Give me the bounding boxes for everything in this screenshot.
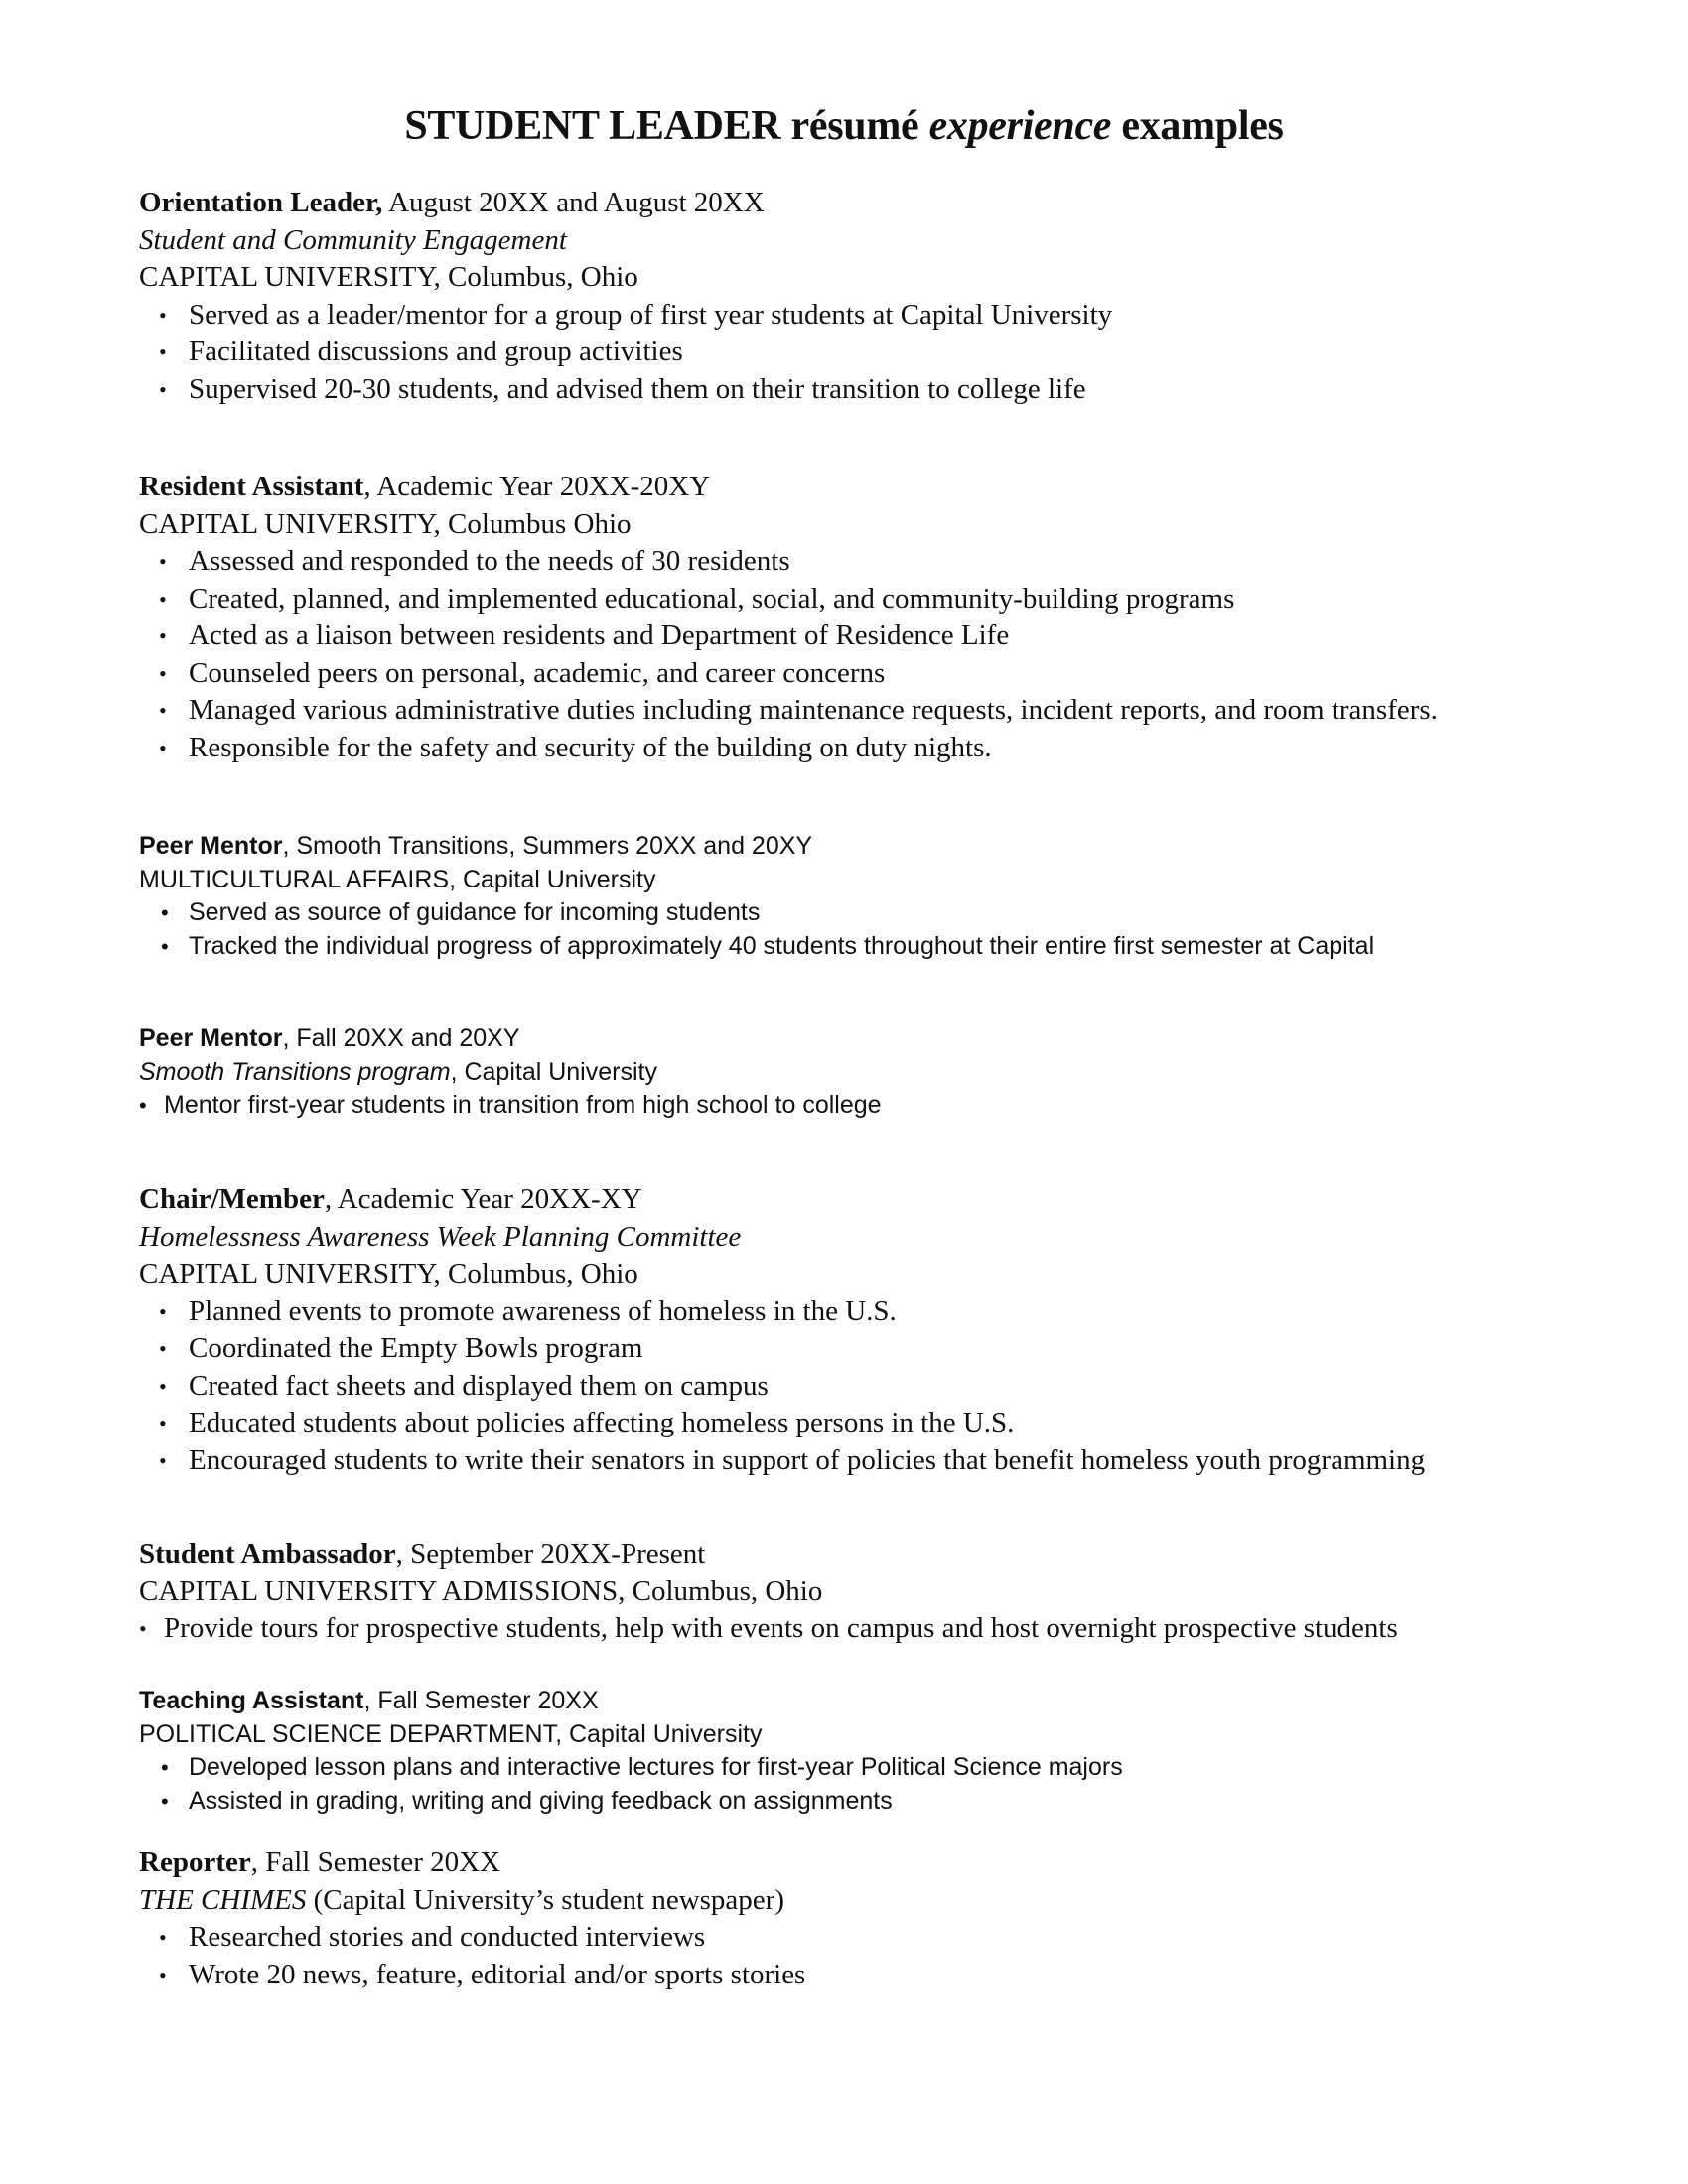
role-title: Peer Mentor — [139, 832, 283, 860]
organization-location: CAPITAL UNIVERSITY, Columbus Ohio — [139, 507, 632, 540]
role-line — [139, 185, 1569, 222]
role-dates: , Academic Year 20XX-20XY — [363, 471, 711, 502]
experience-resident-assistant — [139, 469, 1569, 766]
role-line — [139, 469, 1569, 506]
role-dates: , Fall Semester 20XX — [250, 1846, 501, 1878]
organization-location: CAPITAL UNIVERSITY, Columbus, Ohio — [139, 261, 638, 293]
bullet-icon: • — [159, 623, 167, 648]
bullet-icon: • — [159, 586, 167, 612]
program-name: Smooth Transitions program — [139, 1057, 451, 1086]
role-dates: , Smooth Transitions, Summers 20XX and 20XY — [282, 832, 813, 860]
program-line: Smooth Transitions program, Capital University — [139, 1057, 657, 1086]
bullet-list — [139, 1089, 1569, 1123]
bullet-item: • Encouraged students to write their senators in support of policies that benefit homeless youth programming — [139, 1442, 1569, 1480]
title-text-regular: STUDENT LEADER résumé — [404, 103, 929, 149]
experience-teaching-assistant — [139, 1685, 1569, 1818]
bullet-icon: • — [159, 1373, 167, 1399]
bullet-item: • Responsible for the safety and security of the building on duty nights. — [139, 730, 1569, 767]
role-dates: , September 20XX-Present — [395, 1538, 706, 1570]
title-text-end: examples — [1111, 103, 1284, 149]
role-title: Resident Assistant — [139, 471, 364, 502]
role-title: Reporter — [139, 1846, 251, 1878]
bullet-item: • Mentor first-year students in transition from high school to college — [139, 1089, 1569, 1123]
bullet-item: • Tracked the individual progress of approximately 40 students throughout their entire first semester at Capital — [139, 930, 1569, 964]
bullet-list — [139, 896, 1569, 963]
bullet-icon: • — [159, 340, 167, 364]
role-title: Chair/Member — [139, 1183, 325, 1215]
role-line — [139, 1685, 1569, 1718]
bullet-icon: • — [159, 1336, 167, 1361]
bullet-icon: • — [161, 933, 169, 959]
bullet-item: • Created, planned, and implemented educational, social, and community-building programs — [139, 581, 1569, 618]
bullet-icon: • — [159, 1298, 167, 1324]
bullet-list — [139, 1751, 1569, 1818]
bullet-item: • Served as a leader/mentor for a group of first year students at Capital University — [139, 297, 1569, 335]
experience-chair-member — [139, 1181, 1569, 1479]
bullet-icon: • — [159, 660, 167, 686]
bullet-item: • Planned events to promote awareness of homeless in the U.S. — [139, 1294, 1569, 1331]
bullet-item: • Served as source of guidance for incoming students — [139, 896, 1569, 930]
bullet-item: • Educated students about policies affecting homeless persons in the U.S. — [139, 1405, 1569, 1442]
bullet-list — [139, 1294, 1569, 1480]
bullet-icon: • — [161, 900, 169, 925]
bullet-list — [139, 1610, 1569, 1648]
bullet-list — [139, 297, 1569, 409]
bullet-icon: • — [159, 1962, 167, 1987]
role-dates: , Fall Semester 20XX — [363, 1687, 599, 1714]
bullet-icon: • — [159, 376, 167, 402]
bullet-icon: • — [139, 1093, 147, 1118]
bullet-icon: • — [159, 735, 167, 760]
bullet-item: • Developed lesson plans and interactive lectures for first-year Political Science majors — [139, 1751, 1569, 1785]
bullet-item: • Coordinated the Empty Bowls program — [139, 1330, 1569, 1368]
role-dates: , Academic Year 20XX-XY — [324, 1183, 642, 1215]
page-title — [0, 99, 1688, 153]
bullet-list — [139, 543, 1569, 766]
role-line — [139, 1181, 1569, 1219]
bullet-item: • Acted as a liaison between residents and Department of Residence Life — [139, 617, 1569, 655]
bullet-icon: • — [159, 549, 167, 574]
experience-reporter — [139, 1844, 1569, 1993]
organization-location: MULTICULTURAL AFFAIRS, Capital University — [139, 865, 656, 893]
bullet-item: • Provide tours for prospective students, help with events on campus and host overnight prospective students — [139, 1610, 1569, 1648]
bullet-icon: • — [159, 1411, 167, 1435]
role-dates: August 20XX and August 20XX — [382, 187, 765, 218]
bullet-list — [139, 1919, 1569, 1993]
experience-peer-mentor-summers — [139, 830, 1569, 963]
bullet-icon: • — [139, 1616, 147, 1641]
bullet-icon: • — [159, 1925, 167, 1950]
experience-orientation-leader — [139, 185, 1569, 408]
organization-location: POLITICAL SCIENCE DEPARTMENT, Capital University — [139, 1719, 763, 1748]
role-title: Student Ambassador — [139, 1538, 396, 1570]
bullet-item: • Supervised 20-30 students, and advised them on their transition to college life — [139, 371, 1569, 409]
role-line — [139, 1844, 1569, 1882]
title-text-italic: experience — [928, 103, 1112, 149]
role-line — [139, 830, 1569, 864]
role-title: Peer Mentor — [139, 1024, 283, 1052]
role-title: Orientation Leader, — [139, 187, 383, 218]
role-line — [139, 1023, 1569, 1056]
bullet-item: • Managed various administrative duties including maintenance requests, incident reports, and room transfers. — [139, 692, 1569, 730]
bullet-item: • Assessed and responded to the needs of 30 residents — [139, 543, 1569, 581]
organization-location: CAPITAL UNIVERSITY ADMISSIONS, Columbus, Ohio — [139, 1574, 823, 1607]
committee-name: Homelessness Awareness Week Planning Committee — [139, 1220, 742, 1253]
organization-location: CAPITAL UNIVERSITY, Columbus, Ohio — [139, 1258, 638, 1290]
role-title: Teaching Assistant — [139, 1687, 364, 1714]
publication-line: THE CHIMES (Capital University’s student newspaper) — [139, 1883, 784, 1916]
bullet-item: • Researched stories and conducted interviews — [139, 1919, 1569, 1957]
role-line — [139, 1536, 1569, 1573]
bullet-item: • Assisted in grading, writing and giving feedback on assignments — [139, 1785, 1569, 1819]
bullet-icon: • — [161, 1755, 169, 1780]
bullet-item: • Wrote 20 news, feature, editorial and/or sports stories — [139, 1957, 1569, 1994]
experience-peer-mentor-fall — [139, 1023, 1569, 1123]
department-name: Student and Community Engagement — [139, 223, 567, 256]
bullet-icon: • — [159, 698, 167, 723]
bullet-item: • Counseled peers on personal, academic, and career concerns — [139, 655, 1569, 693]
bullet-item: • Created fact sheets and displayed them on campus — [139, 1368, 1569, 1406]
bullet-icon: • — [161, 1788, 169, 1814]
bullet-item: • Facilitated discussions and group activities — [139, 334, 1569, 371]
experience-student-ambassador — [139, 1536, 1569, 1648]
role-dates: , Fall 20XX and 20XY — [282, 1024, 520, 1052]
bullet-icon: • — [159, 302, 167, 328]
publication-name: THE CHIMES — [139, 1883, 307, 1916]
bullet-icon: • — [159, 1447, 167, 1473]
